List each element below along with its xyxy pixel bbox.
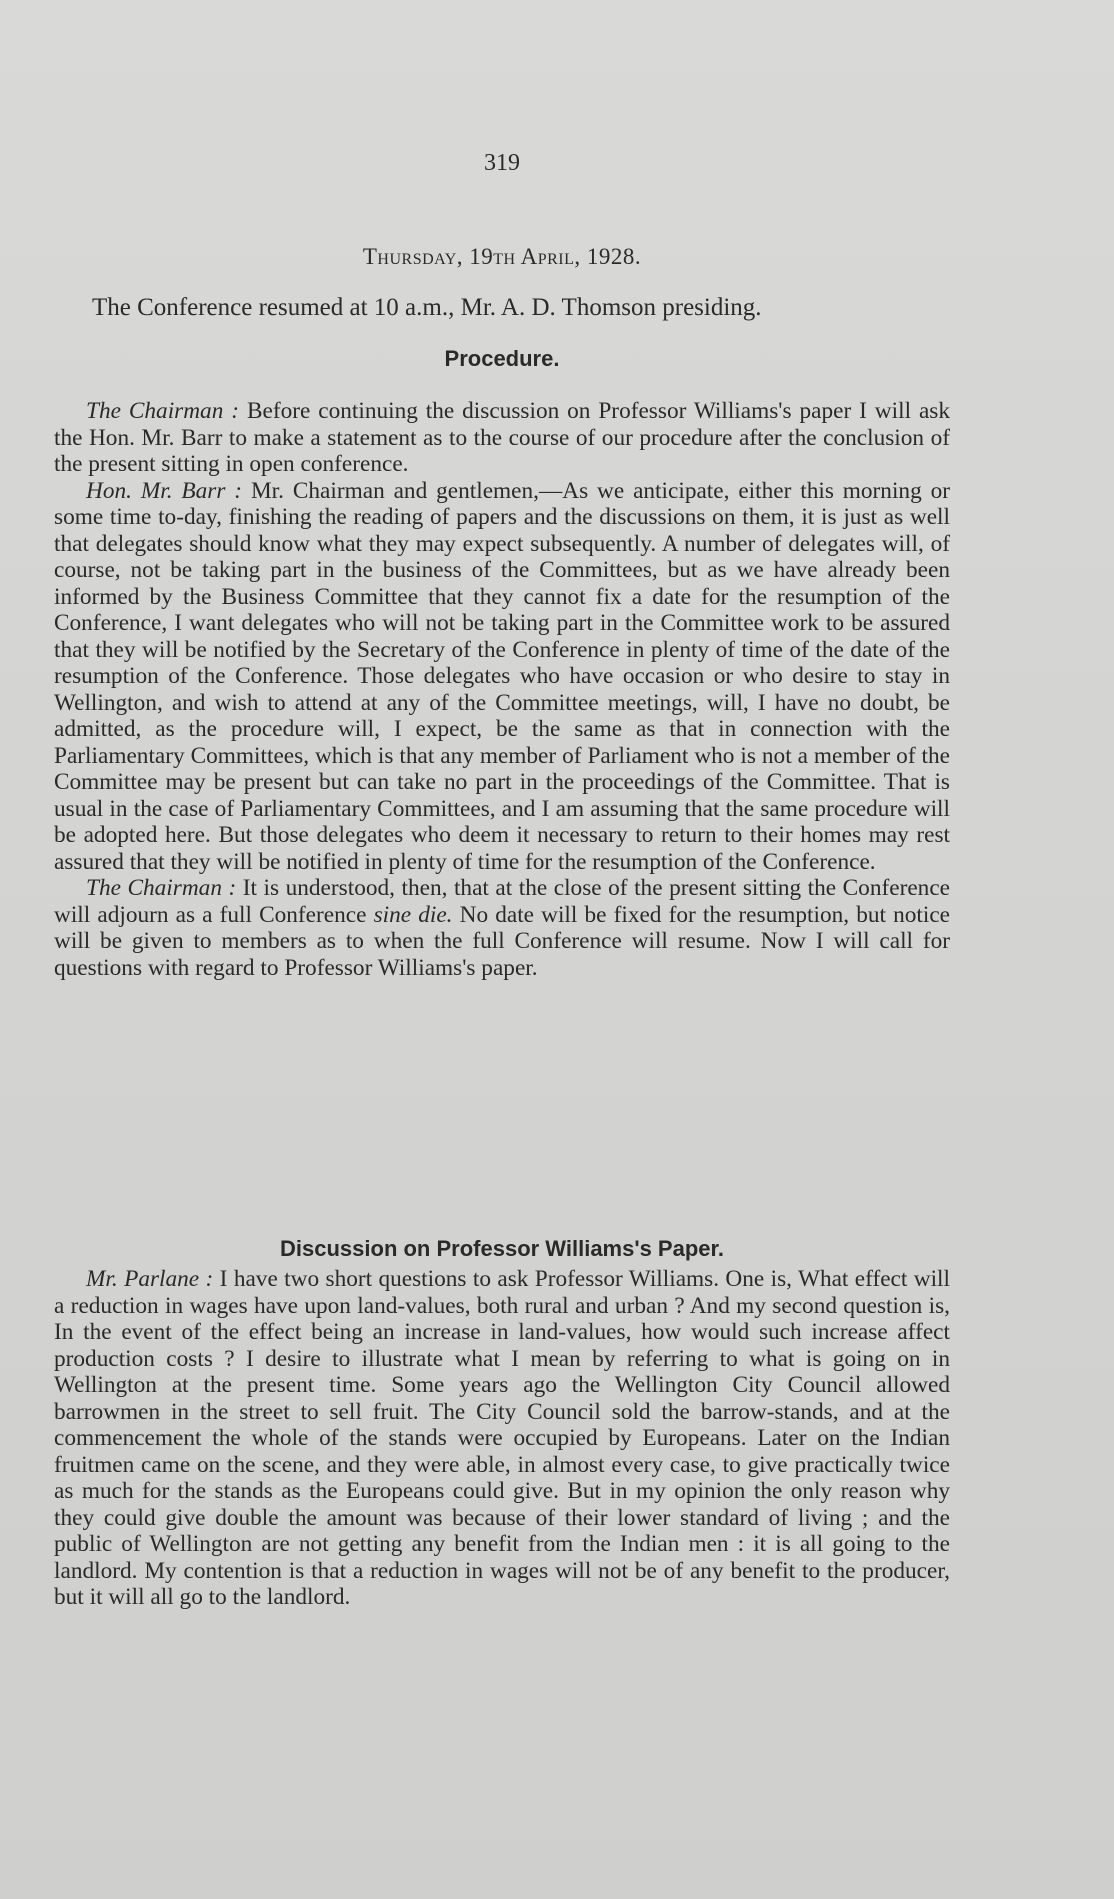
paragraph-text: No date will be fixed for the resumption, but notice will be given to members as to when the full Conference will resume. Now I will call for questions with regard to Professor Williams's paper. [54,901,950,981]
speaker-name: Hon. Mr. Barr : [86,477,243,504]
discussion-section [54,1266,950,1611]
paragraph-text: I have two short questions to ask Professor Williams. One is, What effect will a reduction in wages have upon land-values, both rural and urban ? And my second question is, In the event of the effect being an increase in land-values, how would such increase affect production costs ? I desire to illustrate what I mean by referring to what is going on in Wellington at the present time. Some years ago the Wellington City Council allowed barrowmen in the street to sell fruit. The City Council sold the barrow-stands, and at the commencement the whole of the stands were occupied by Europeans. Later on the Indian fruitmen came on the scene, and they were able, in almost every case, to give practically twice as much for the stands as the Europeans could give. But in my opinion the only reason why they could give double the amount was because of their lower standard of living ; and the public of Wellington are not getting any benefit from the Indian men : it is all going to the landlord. My contention is that a reduction in wages will not be of any benefit to the producer, but it will all go to the landlord. [54,1266,950,1610]
paragraph-text: Mr. Chairman and gentlemen,—As we anticipate, either this morning or some time to-day, finishing the reading of papers and the discussions on them, it is just as well that delegates should know what they may expect subsequently. A number of delegates will, of course, not be taking part in the business of the Committees, but as we have already been informed by the Business Committee that they cannot fix a date for the resumption of the Conference, I want delegates who will not be taking part in the Committee work to be assured that they will be notified by the Secretary of the Conference in plenty of time of the date of the resumption of the Conference. Those delegates who have occasion or who desire to stay in Wellington, and wish to attend at any of the Committee meetings, will, I have no doubt, be admitted, as the procedure will, I expect, be the same as that in connection with the Parliamentary Committees, which is that any member of Parliament who is not a member of the Committee may be present but can take no part in the proceedings of the Committee. That is usual in the case of Parliamentary Committees, and I am assuming that the same procedure will be adopted here. But those delegates who deem it necessary to return to their homes may rest assured that they will be notified in plenty of time for the resumption of the Conference. [54,477,951,875]
paragraph-text: It is understood, then, that at the close of the present sitting the Conference will adjourn as a full Conference [54,875,950,928]
discussion-heading: Discussion on Professor Williams's Paper. [280,1236,724,1261]
speaker-name: The Chairman : [86,398,240,424]
paragraph-barr-statement [54,478,950,876]
procedure-heading: Procedure. [444,346,560,371]
opening-line: The Conference resumed at 10 a.m., Mr. A. D. Thomson presiding. [92,294,762,321]
paragraph-parlane-question [54,1266,950,1611]
procedure-section [54,398,950,981]
paragraph-chairman-opening [54,398,950,478]
date-heading: Thursday, 19th April, 1928. [362,244,642,269]
speaker-name: The Chairman : [86,875,237,901]
page-number: 319 [484,150,520,176]
speaker-name: Mr. Parlane : [86,1266,214,1292]
latin-phrase: sine die. [373,901,453,928]
paragraph-chairman-adjourn [54,875,950,981]
paragraph-text: Before continuing the discussion on Professor Williams's paper I will ask the Hon. Mr. Barr to make a statement as to the course of our procedure after the conclusion of the present sitting in open conference. [54,398,950,477]
